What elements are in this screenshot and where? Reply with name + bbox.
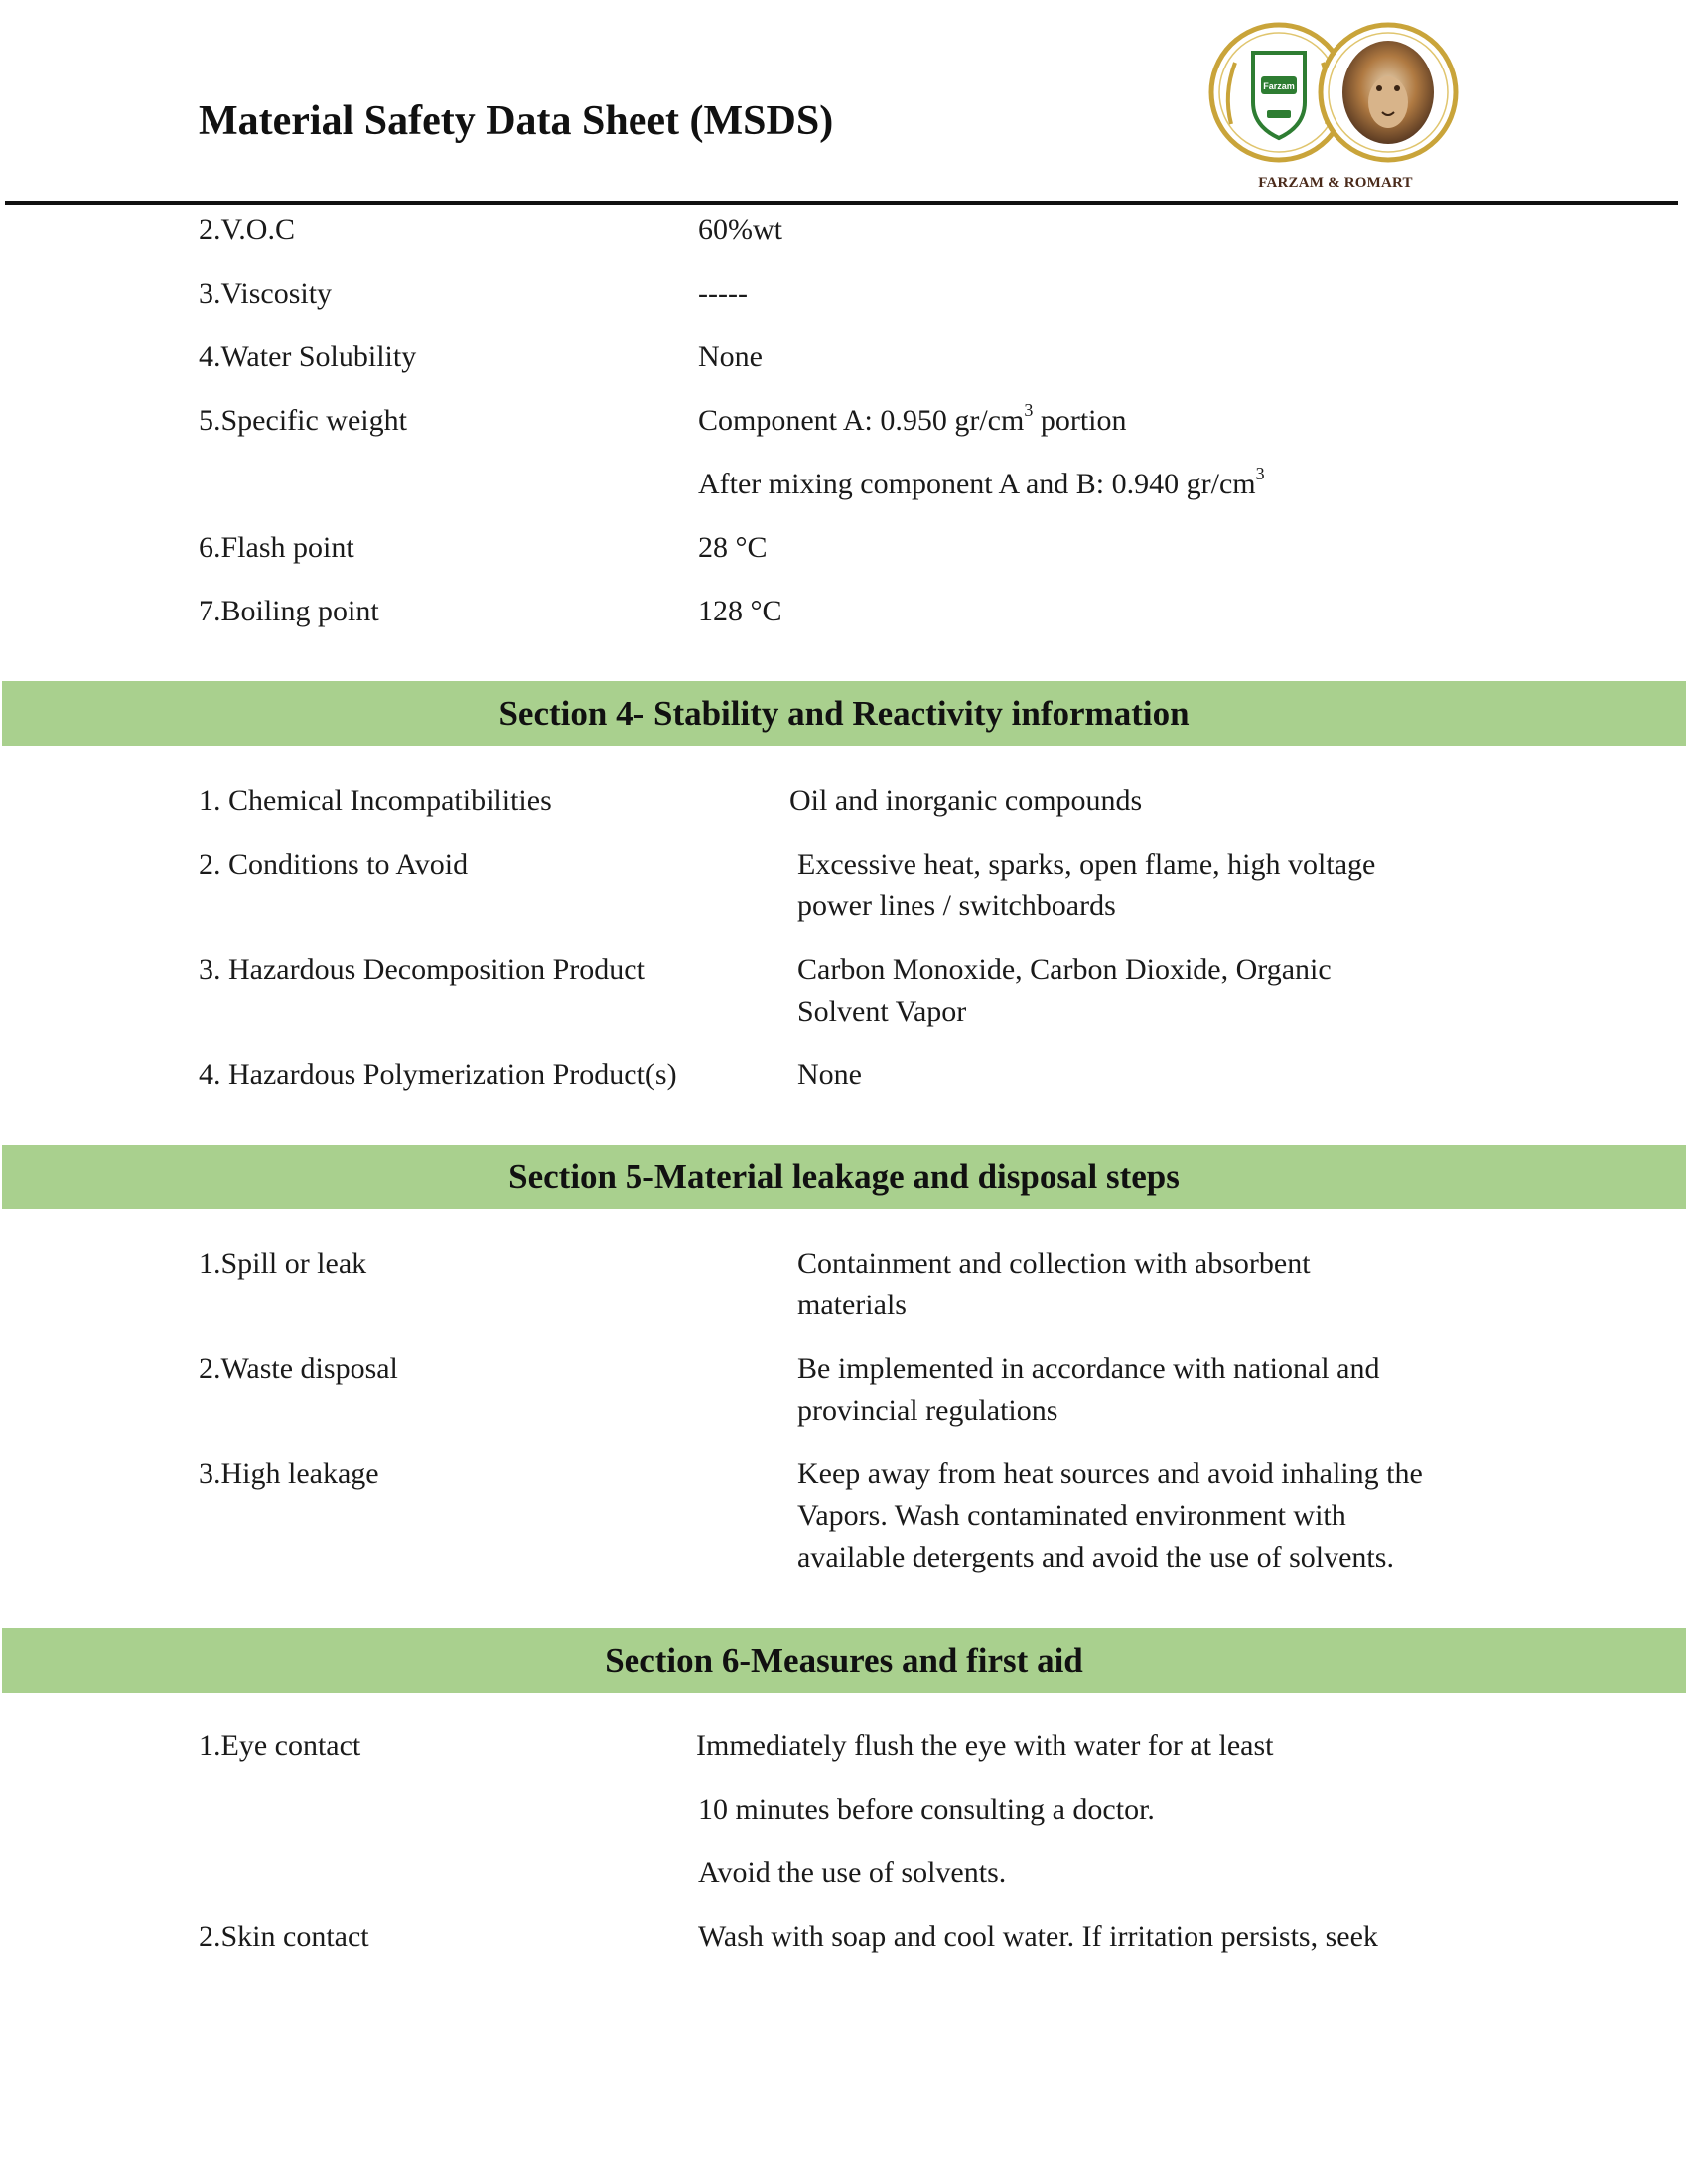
logo-badge-text: Farzam [1263, 81, 1295, 91]
property-value-voc: 60%wt [698, 213, 782, 246]
section4-value-polymerization: None [797, 1058, 862, 1091]
specific-weight-b-text: After mixing component A and B: 0.940 gr/cm [698, 468, 1256, 500]
property-value-water-solubility: None [698, 341, 763, 373]
section5-value-spill-line2: materials [797, 1289, 907, 1321]
logo-caption: FARZAM & ROMART [1258, 175, 1413, 191]
section6-value-eye-contact-line1: Immediately flush the eye with water for at least [696, 1729, 1274, 1762]
specific-weight-b-sup: 3 [1255, 464, 1265, 483]
section6-label-eye-contact: 1.Eye contact [199, 1729, 361, 1762]
section6-header: Section 6-Measures and first aid [2, 1628, 1686, 1693]
property-label-specific-weight: 5.Specific weight [199, 404, 407, 437]
property-value-specific-weight-b [698, 464, 1265, 505]
section4-value-conditions-line2: power lines / switchboards [797, 889, 1116, 922]
section6-value-eye-contact-line3: Avoid the use of solvents. [698, 1856, 1007, 1889]
document-title: Material Safety Data Sheet (MSDS) [199, 98, 834, 144]
section5-header: Section 5-Material leakage and disposal steps [2, 1145, 1686, 1209]
section5-value-high-leakage-line1: Keep away from heat sources and avoid inhaling the [797, 1457, 1423, 1490]
section5-value-waste-line2: provincial regulations [797, 1394, 1058, 1427]
section5-label-spill: 1.Spill or leak [199, 1247, 367, 1280]
specific-weight-a-sup: 3 [1024, 400, 1034, 420]
property-value-flash-point: 28 °C [698, 531, 768, 564]
section4-value-conditions-line1: Excessive heat, sparks, open flame, high voltage [797, 848, 1376, 881]
section4-value-decomposition-line1: Carbon Monoxide, Carbon Dioxide, Organic [797, 953, 1332, 986]
section5-label-waste: 2.Waste disposal [199, 1352, 398, 1385]
company-logo [1201, 15, 1470, 196]
section5-value-waste-line1: Be implemented in accordance with national and [797, 1352, 1380, 1385]
section6-value-skin-contact-line1: Wash with soap and cool water. If irritation persists, seek [698, 1920, 1378, 1953]
section5-value-high-leakage-line3: available detergents and avoid the use of solvents. [797, 1541, 1394, 1573]
section4-label-decomposition: 3. Hazardous Decomposition Product [199, 953, 645, 986]
section6-label-skin-contact: 2.Skin contact [199, 1920, 369, 1953]
property-value-viscosity: ----- [698, 277, 748, 310]
property-label-voc: 2.V.O.C [199, 213, 295, 246]
section4-header: Section 4- Stability and Reactivity information [2, 681, 1686, 746]
property-label-flash-point: 6.Flash point [199, 531, 354, 564]
section5-label-high-leakage: 3.High leakage [199, 1457, 379, 1490]
section5-value-high-leakage-line2: Vapors. Wash contaminated environment with [797, 1499, 1346, 1532]
section4-label-incompatibilities: 1. Chemical Incompatibilities [199, 784, 552, 817]
header-divider [5, 201, 1678, 205]
section4-value-decomposition-line2: Solvent Vapor [797, 995, 967, 1027]
section6-value-eye-contact-line2: 10 minutes before consulting a doctor. [698, 1793, 1155, 1826]
section4-value-incompatibilities: Oil and inorganic compounds [789, 784, 1143, 817]
specific-weight-a-text: Component A: 0.950 gr/cm [698, 404, 1025, 437]
property-value-boiling-point: 128 °C [698, 595, 782, 627]
section5-value-spill-line1: Containment and collection with absorbent [797, 1247, 1311, 1280]
property-label-water-solubility: 4.Water Solubility [199, 341, 417, 373]
property-label-boiling-point: 7.Boiling point [199, 595, 379, 627]
property-value-specific-weight-a [698, 400, 1127, 442]
section4-label-conditions: 2. Conditions to Avoid [199, 848, 469, 881]
section4-label-polymerization: 4. Hazardous Polymerization Product(s) [199, 1058, 677, 1091]
logo-shield [1253, 53, 1305, 138]
specific-weight-a-tail: portion [1033, 404, 1127, 437]
property-label-viscosity: 3.Viscosity [199, 277, 333, 310]
